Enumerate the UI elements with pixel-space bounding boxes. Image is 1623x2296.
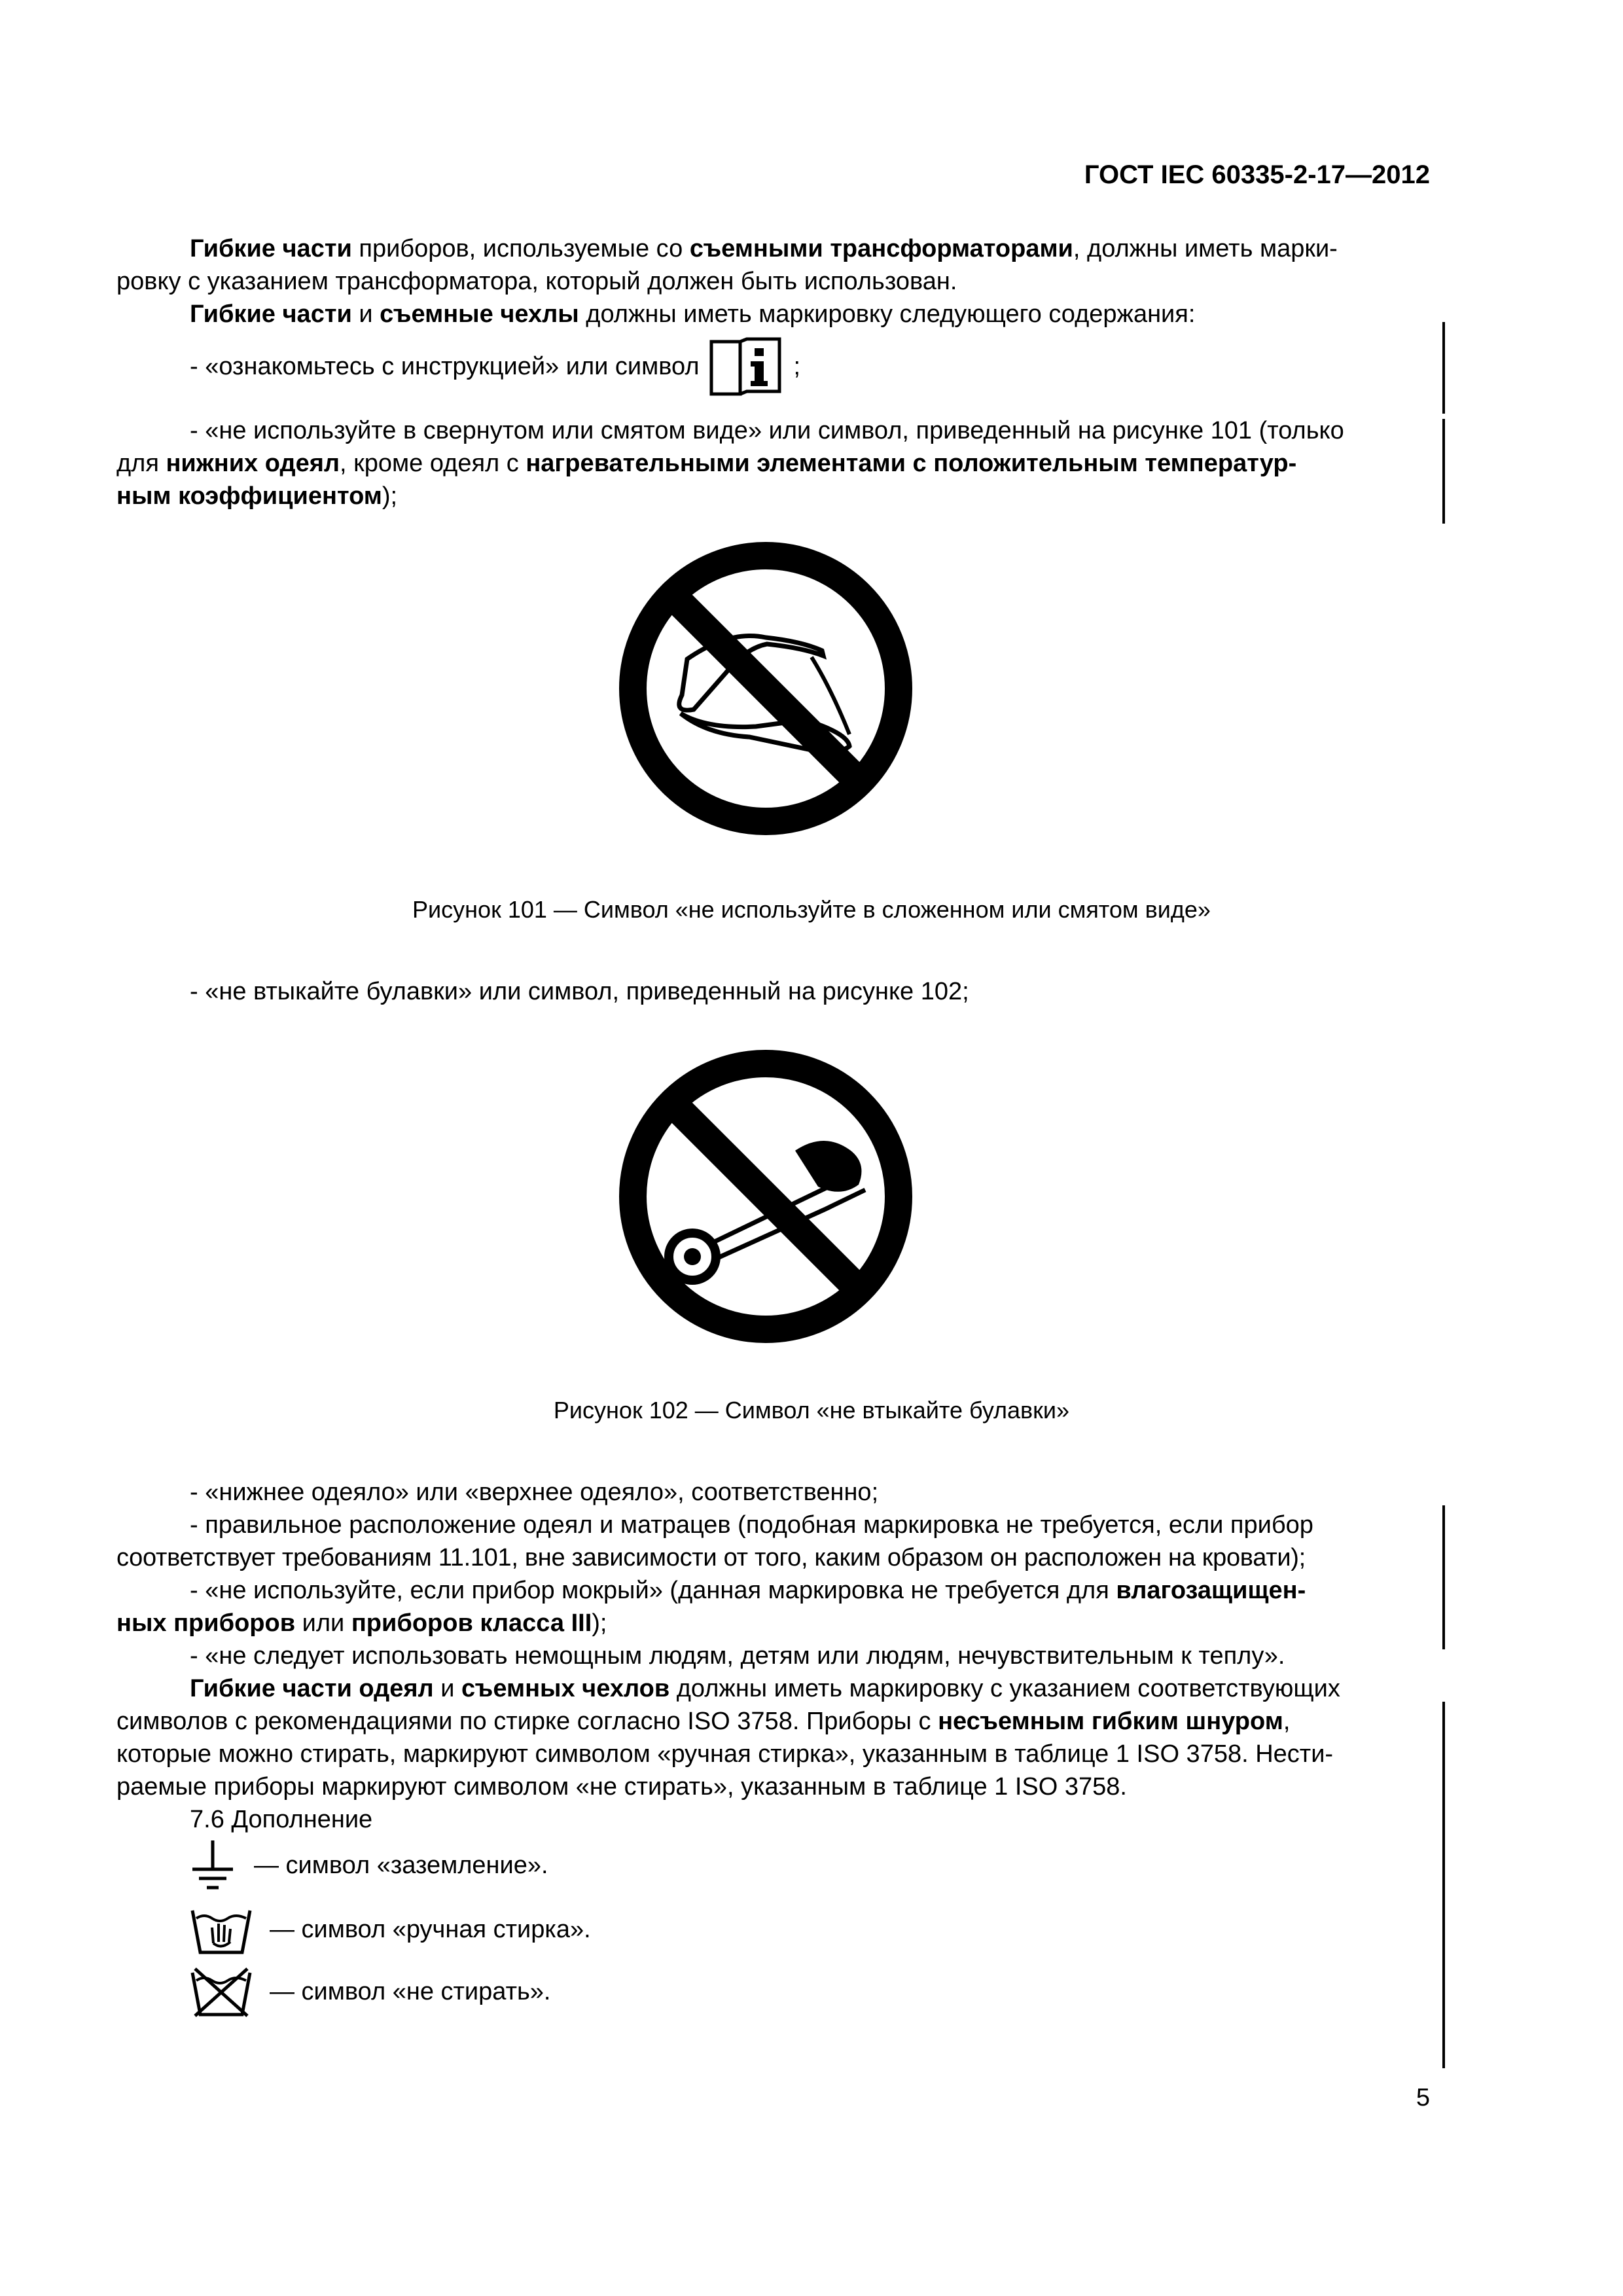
text-run: — символ «заземление». [254,1852,548,1879]
term-blanket-flexible-parts: Гибкие части одеял [190,1675,434,1702]
text-run: должны иметь маркировку с указанием соответствующих [669,1675,1340,1702]
no-safety-pin-icon [615,1046,916,1347]
revision-bar [1442,419,1445,524]
text-run: — символ «не стирать». [270,1978,551,2005]
revision-bar [1442,1702,1445,2068]
term-detachable-covers: съемных чехлов [461,1675,670,1702]
list-item-not-folded [116,414,1429,512]
text-run: , кроме одеял с [340,450,526,477]
revision-bar [1442,1584,1445,1649]
section-7-6-title: 7.6 Дополнение [190,1806,373,1833]
text-run: , должны иметь марки- [1073,235,1338,262]
list-item-blanket-type: - «нижнее одеяло» или «верхнее одеяло», соответственно; [190,1479,879,1506]
paragraph-washing-symbols [116,1672,1429,1803]
term-underblankets: нижних одеял [166,450,340,477]
list-marking-items [116,1476,1429,1672]
revision-bar [1442,322,1445,414]
text-run: для [116,450,166,477]
text-line: раемые приборы маркируют символом «не стирать», указанным в таблице 1 ISO 3758. [116,1773,1127,1801]
text-line: которые можно стирать, маркируют символом «ручная стирка», указанным в таблице 1 ISO 3758. Нести- [116,1740,1334,1768]
text-run: символов с рекомендациями по стирке согласно ISO 3758. Приборы с [116,1708,938,1735]
text-run: приборов, используемые со [351,235,690,262]
text-run: — символ «ручная стирка». [270,1916,591,1943]
text-line: ровку с указанием трансформатора, который должен быть использован. [116,268,957,295]
figure-101-caption: Рисунок 101 — Символ «не используйте в сложенном или смятом виде» [412,896,1211,923]
term-detachable-transformers: съемными трансформаторами [689,235,1073,262]
list-item-read-instructions [190,337,800,396]
text-run: ; [793,353,801,380]
text-line [116,447,1429,480]
do-not-wash-icon [190,1966,253,2017]
text-line: - «не используйте в свернутом или смятом виде» или символ, приведенный на рисунке 101 (только [190,417,1344,444]
paragraph-marking-content [116,298,1502,331]
term-non-detachable-cord: несъемным гибким шнуром [938,1708,1283,1735]
text-run: и [433,1675,461,1702]
text-line: соответствует требованиям 11.101, вне зависимости от того, каким образом он расположен на кровати); [116,1544,1306,1571]
no-folded-blanket-icon [615,538,916,839]
text-run: - «ознакомьтесь с инструкцией» или символ [190,353,700,380]
text-line [116,1672,1429,1705]
text-run: должны иметь маркировку следующего содержания: [579,300,1196,328]
text-run: или [295,1609,351,1637]
symbol-row-do-not-wash [190,1965,550,2018]
text-run: , [1283,1708,1291,1735]
term-ptc-coefficient: ным коэффициентом [116,482,382,510]
text-run: ); [382,482,398,510]
page-number: 5 [1416,2084,1430,2111]
symbol-row-earth [190,1839,548,1892]
term-drip-proof: влагозащищен- [1116,1577,1306,1604]
symbol-row-hand-wash [190,1903,591,1956]
text-line [116,1607,1429,1640]
revision-bar [1442,1505,1445,1584]
list-item-no-pins: - «не втыкайте булавки» или символ, приведенный на рисунке 102; [190,978,969,1005]
term-detachable-covers: съемные чехлы [380,300,579,328]
text-run: ); [592,1609,607,1637]
term-flexible-parts: Гибкие части [190,300,352,328]
read-instructions-icon [709,336,782,397]
earth-ground-icon [190,1839,236,1892]
list-item-infirm: - «не следует использовать немощным людям, детям или людям, нечувствительным к теплу». [190,1642,1285,1670]
list-item-placement: - правильное расположение одеял и матрацев (подобная маркировка не требуется, если прибор [190,1511,1313,1539]
paragraph-flexible-parts-transformers [116,232,1429,298]
term-class-iii: приборов класса III [351,1609,592,1637]
hand-wash-icon [190,1904,253,1955]
text-line [116,1705,1429,1738]
term-flexible-parts: Гибкие части [190,235,352,262]
text-run: и [351,300,380,328]
term-appliances: ных приборов [116,1609,296,1637]
term-ptc-heating-elements: нагревательными элементами с положительным температур- [526,450,1297,477]
figure-102-caption: Рисунок 102 — Символ «не втыкайте булавки» [553,1397,1070,1424]
text-run: - «не используйте, если прибор мокрый» (данная маркировка не требуется для [190,1577,1116,1604]
text-line [116,480,1429,512]
document-code: ГОСТ IEC 60335-2-17—2012 [1084,160,1430,189]
list-item-not-wet [116,1574,1429,1607]
